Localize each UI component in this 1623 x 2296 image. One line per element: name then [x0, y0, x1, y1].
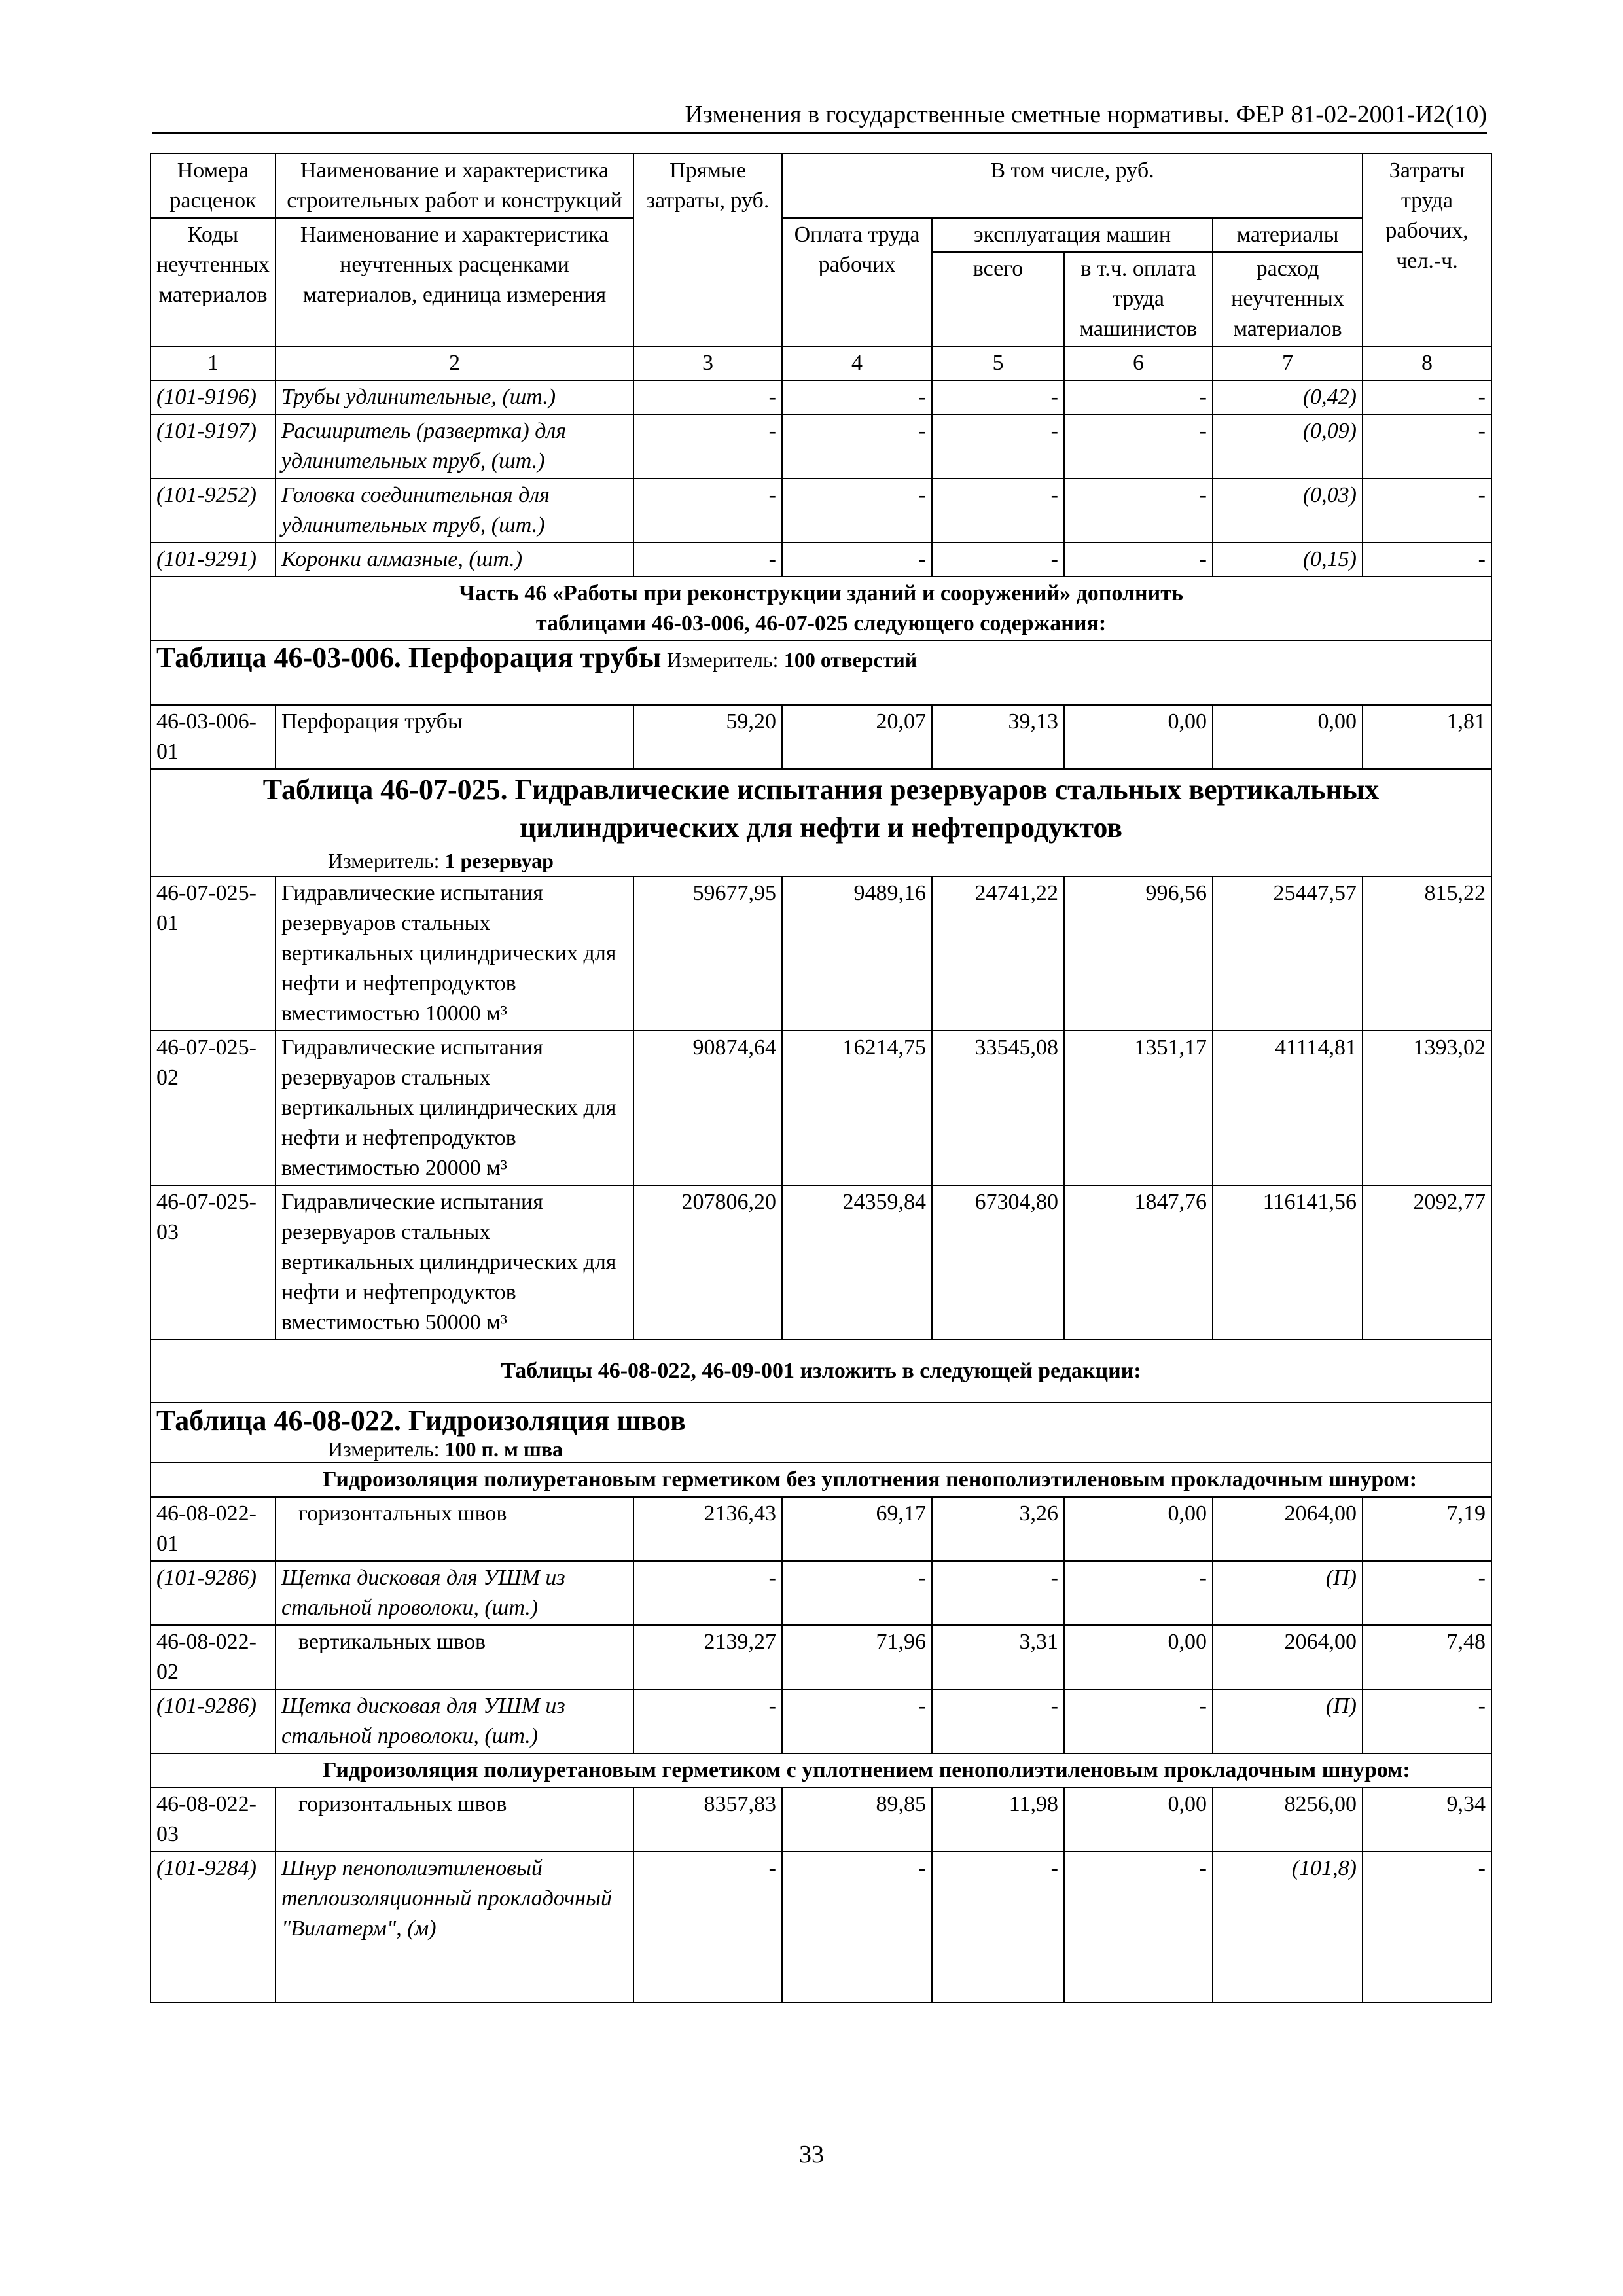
row-value: 0,00 [1064, 1497, 1213, 1561]
header-name-bottom: Наименование и характеристика неучтенных расценками материалов, единица измерения [276, 218, 633, 346]
row-value: 7,48 [1363, 1625, 1491, 1689]
part-46-heading [151, 577, 1491, 641]
row-value: - [1064, 1852, 1213, 2003]
row-value: 1393,02 [1363, 1031, 1491, 1185]
row-value: - [1363, 1561, 1491, 1625]
row-name: Гидравлические испытания резервуаров стальных вертикальных цилиндрических для нефти и нефтепродуктов вместимостью 50000 м³ [276, 1185, 633, 1340]
table-row [151, 414, 1491, 478]
measure-line [156, 847, 1486, 874]
row-value: 0,00 [1213, 705, 1363, 769]
row-name: Щетка дисковая для УШМ из стальной проволоки, (шт.) [276, 1561, 633, 1625]
row-value: (0,09) [1213, 414, 1363, 478]
row-value: 3,26 [932, 1497, 1064, 1561]
row-value: - [782, 543, 932, 577]
row-value: - [1064, 478, 1213, 543]
row-value: 7,19 [1363, 1497, 1491, 1561]
row-value: 59677,95 [633, 876, 782, 1031]
measure-value: 100 отверстий [783, 648, 918, 672]
row-value: - [932, 414, 1064, 478]
row-value: 2136,43 [633, 1497, 782, 1561]
row-name: Гидравлические испытания резервуаров стальных вертикальных цилиндрических для нефти и нефтепродуктов вместимостью 10000 м³ [276, 876, 633, 1031]
row-code: (101-9284) [151, 1852, 276, 2003]
row-name: Шнур пенополиэтиленовый теплоизоляционный прокладочный "Вилатерм", (м) [276, 1852, 633, 2003]
row-value: - [782, 380, 932, 414]
row-code: 46-08-022-03 [151, 1787, 276, 1852]
row-code: 46-08-022-01 [151, 1497, 276, 1561]
table-row [151, 543, 1491, 577]
table-row [151, 1852, 1491, 2003]
row-value: 25447,57 [1213, 876, 1363, 1031]
row-value: 1,81 [1363, 705, 1491, 769]
header-including: В том числе, руб. [782, 154, 1363, 218]
row-value: - [932, 380, 1064, 414]
row-value: 67304,80 [932, 1185, 1064, 1340]
row-value: - [633, 478, 782, 543]
row-name: Гидравлические испытания резервуаров стальных вертикальных цилиндрических для нефти и нефтепродуктов вместимостью 20000 м³ [276, 1031, 633, 1185]
row-value: (0,03) [1213, 478, 1363, 543]
table-46-08-022-title-row [151, 1403, 1491, 1463]
subheading: Гидроизоляция полиуретановым герметиком без уплотнения пенополиэтиленовым прокладочным шнуром: [151, 1463, 1491, 1497]
row-value: - [782, 1852, 932, 2003]
row-value: 0,00 [1064, 1625, 1213, 1689]
row-value: (0,42) [1213, 380, 1363, 414]
header-wages: Оплата труда рабочих [782, 218, 932, 346]
page-header: Изменения в государственные сметные нормативы. ФЕР 81-02-2001-И2(10) [152, 97, 1487, 134]
header-machines: эксплуатация машин [932, 218, 1213, 252]
column-number: 4 [782, 346, 932, 380]
column-number: 5 [932, 346, 1064, 380]
row-value: 2064,00 [1213, 1497, 1363, 1561]
row-name: Щетка дисковая для УШМ из стальной проволоки, (шт.) [276, 1689, 633, 1753]
row-value: 90874,64 [633, 1031, 782, 1185]
header-materials-usage: расход неучтенных материалов [1213, 252, 1363, 346]
column-number: 8 [1363, 346, 1491, 380]
table-46-03-006-title-row [151, 641, 1491, 705]
row-value: - [1064, 380, 1213, 414]
row-value: - [932, 1561, 1064, 1625]
row-value: - [633, 1852, 782, 2003]
page-number: 33 [799, 2141, 824, 2168]
row-name: вертикальных швов [276, 1625, 633, 1689]
row-value: 3,31 [932, 1625, 1064, 1689]
row-value: 24359,84 [782, 1185, 932, 1340]
table-row [151, 1185, 1491, 1340]
row-code: (101-9286) [151, 1561, 276, 1625]
row-code: 46-07-025-01 [151, 876, 276, 1031]
row-code: 46-07-025-03 [151, 1185, 276, 1340]
row-name: Расширитель (развертка) для удлинительных труб, (шт.) [276, 414, 633, 478]
measure-value: 1 резервуар [444, 849, 554, 872]
row-value: 24741,22 [932, 876, 1064, 1031]
column-number: 1 [151, 346, 276, 380]
header-direct-costs: Прямые затраты, руб. [633, 154, 782, 346]
row-value: - [1064, 1561, 1213, 1625]
table-row [151, 478, 1491, 543]
table-row [151, 705, 1491, 769]
header-machinist-wages: в т.ч. оплата труда машинистов [1064, 252, 1213, 346]
rates-table [150, 153, 1492, 2003]
table-row [151, 1497, 1491, 1561]
row-value: - [1064, 414, 1213, 478]
measure-label: Измеритель: [666, 648, 779, 672]
row-value: 33545,08 [932, 1031, 1064, 1185]
table-46-07-025-title-row [151, 769, 1491, 876]
row-name: Коронки алмазные, (шт.) [276, 543, 633, 577]
row-value: 11,98 [932, 1787, 1064, 1852]
row-value: 2139,27 [633, 1625, 782, 1689]
row-value: 69,17 [782, 1497, 932, 1561]
row-value: - [932, 1852, 1064, 2003]
row-value: - [633, 1689, 782, 1753]
row-value: 16214,75 [782, 1031, 932, 1185]
row-value: 8357,83 [633, 1787, 782, 1852]
row-name: Трубы удлинительные, (шт.) [276, 380, 633, 414]
row-value: 89,85 [782, 1787, 932, 1852]
table-title: Таблица 46-03-006. Перфорация трубы [156, 641, 662, 673]
row-value: 59,20 [633, 705, 782, 769]
column-number: 3 [633, 346, 782, 380]
table-row [151, 1561, 1491, 1625]
header-name-top: Наименование и характеристика строительных работ и конструкций [276, 154, 633, 218]
row-value: - [932, 543, 1064, 577]
row-value: 39,13 [932, 705, 1064, 769]
measure-label: Измеритель: [328, 1437, 440, 1461]
row-value: - [782, 1689, 932, 1753]
row-value: 207806,20 [633, 1185, 782, 1340]
row-value: - [1064, 1689, 1213, 1753]
measure-value: 100 п. м шва [444, 1437, 563, 1461]
table-row [151, 876, 1491, 1031]
table-title-line2: цилиндрических для нефти и нефтепродуктов [519, 812, 1123, 844]
row-code: 46-03-006-01 [151, 705, 276, 769]
row-value: - [633, 380, 782, 414]
top-material-rows [151, 380, 1491, 577]
header-codes-bottom: Коды неучтенных материалов [151, 218, 276, 346]
row-value: - [1363, 380, 1491, 414]
table-row [151, 1625, 1491, 1689]
row-name: горизонтальных швов [276, 1497, 633, 1561]
row-value: - [932, 478, 1064, 543]
row-name: горизонтальных швов [276, 1787, 633, 1852]
row-code: (101-9197) [151, 414, 276, 478]
row-value: - [782, 478, 932, 543]
table-title-line1: Таблица 46-07-025. Гидравлические испытания резервуаров стальных вертикальных [262, 774, 1380, 806]
row-value: 20,07 [782, 705, 932, 769]
subheading: Гидроизоляция полиуретановым герметиком с уплотнением пенополиэтиленовым прокладочным шнуром: [151, 1753, 1491, 1787]
row-value: 41114,81 [1213, 1031, 1363, 1185]
row-code: (101-9286) [151, 1689, 276, 1753]
row-value: - [1363, 1852, 1491, 2003]
column-number: 7 [1213, 346, 1363, 380]
row-value: (П) [1213, 1689, 1363, 1753]
row-value: 2064,00 [1213, 1625, 1363, 1689]
row-name: Перфорация трубы [276, 705, 633, 769]
table-row [151, 380, 1491, 414]
header-codes-top: Номера расценок [151, 154, 276, 218]
row-value: (П) [1213, 1561, 1363, 1625]
row-value: 8256,00 [1213, 1787, 1363, 1852]
section-2-heading: Таблицы 46-08-022, 46-09-001 изложить в следующей редакции: [151, 1340, 1491, 1403]
table-title: Таблица 46-08-022. Гидроизоляция швов [156, 1405, 686, 1437]
row-value: 815,22 [1363, 876, 1491, 1031]
measure-line [156, 1437, 1486, 1461]
measure-label: Измеритель: [328, 849, 440, 872]
row-code: (101-9291) [151, 543, 276, 577]
column-number: 2 [276, 346, 633, 380]
row-code: 46-07-025-02 [151, 1031, 276, 1185]
row-name: Головка соединительная для удлинительных труб, (шт.) [276, 478, 633, 543]
row-code: (101-9196) [151, 380, 276, 414]
row-code: 46-08-022-02 [151, 1625, 276, 1689]
row-value: 1351,17 [1064, 1031, 1213, 1185]
row-value: 996,56 [1064, 876, 1213, 1031]
row-value: - [1363, 414, 1491, 478]
header-machines-total: всего [932, 252, 1064, 346]
row-value: 0,00 [1064, 705, 1213, 769]
row-value: - [782, 1561, 932, 1625]
row-value: - [633, 414, 782, 478]
table-row [151, 1689, 1491, 1753]
row-value: - [633, 543, 782, 577]
header-labor: Затраты труда рабочих, чел.-ч. [1363, 154, 1491, 346]
row-value: 9,34 [1363, 1787, 1491, 1852]
row-value: - [1363, 1689, 1491, 1753]
row-value: - [1064, 543, 1213, 577]
row-value: 9489,16 [782, 876, 932, 1031]
part-46-line1: Часть 46 «Работы при реконструкции зданий и сооружений» дополнить [459, 581, 1183, 605]
row-value: - [633, 1561, 782, 1625]
row-value: (101,8) [1213, 1852, 1363, 2003]
row-value: 71,96 [782, 1625, 932, 1689]
row-value: - [782, 414, 932, 478]
row-value: 2092,77 [1363, 1185, 1491, 1340]
row-code: (101-9252) [151, 478, 276, 543]
row-value: (0,15) [1213, 543, 1363, 577]
row-value: 0,00 [1064, 1787, 1213, 1852]
row-value: 1847,76 [1064, 1185, 1213, 1340]
row-value: - [932, 1689, 1064, 1753]
part-46-line2: таблицами 46-03-006, 46-07-025 следующего содержания: [535, 611, 1107, 636]
column-number: 6 [1064, 346, 1213, 380]
row-value: 116141,56 [1213, 1185, 1363, 1340]
row-value: - [1363, 478, 1491, 543]
row-value: - [1363, 543, 1491, 577]
table-row [151, 1031, 1491, 1185]
header-materials: материалы [1213, 218, 1363, 252]
table-row [151, 1787, 1491, 1852]
